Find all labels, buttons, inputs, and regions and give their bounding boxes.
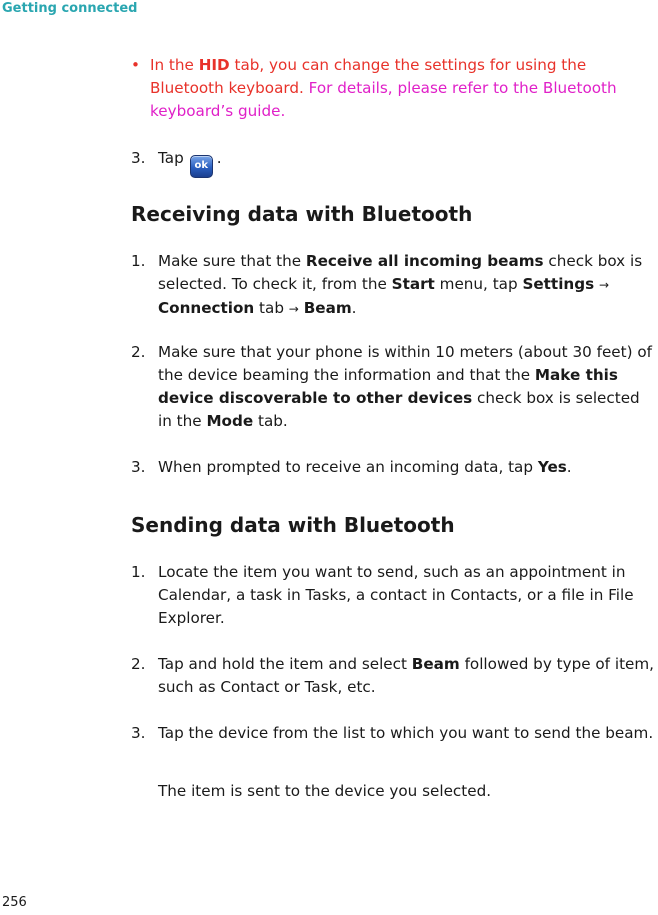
section-header: Getting connected xyxy=(2,1,138,16)
receive-beams-label: Receive all incoming beams xyxy=(305,252,544,270)
arrow-icon: → xyxy=(598,278,610,292)
receiving-step-1 xyxy=(158,250,658,321)
step-text: Make sure that your phone is within 10 meters (about 30 feet) of the device beaming the information and that the xyxy=(158,343,652,384)
sending-heading: Sending data with Bluetooth xyxy=(131,513,455,537)
step-text: tab. xyxy=(253,412,288,430)
settings-label: Settings xyxy=(522,275,595,293)
step-number: 2. xyxy=(131,655,146,673)
step-text: menu, tap xyxy=(434,275,523,293)
receiving-heading: Receiving data with Bluetooth xyxy=(131,202,473,226)
discoverable-label: Make this device discoverable to other devices xyxy=(158,366,618,407)
step-text: . xyxy=(566,458,572,476)
hid-tab-label: HID xyxy=(198,56,230,74)
keyboard-guide-note: For details, please refer to the Bluetooth keyboard’s guide. xyxy=(150,79,617,120)
receiving-step-3 xyxy=(158,456,658,479)
sending-step-1: Locate the item you want to send, such as an appointment in Calendar, a task in Tasks, a contact in Contacts, or a file in File Explorer. xyxy=(158,563,634,627)
step-text: tab xyxy=(254,299,289,317)
step-number: 1. xyxy=(131,252,146,270)
hid-note xyxy=(150,54,658,123)
step-number: 1. xyxy=(131,563,146,581)
step-number: 3. xyxy=(131,149,146,167)
step-number: 2. xyxy=(131,343,146,361)
step-text: check box is selected in the xyxy=(158,389,640,430)
step-text: When prompted to receive an incoming data, tap xyxy=(158,458,538,476)
step-number: 3. xyxy=(131,458,146,476)
result-text: The item is sent to the device you selected. xyxy=(158,782,492,800)
tap-ok-step xyxy=(158,147,658,178)
tap-text: Tap xyxy=(158,149,184,167)
receiving-step-2 xyxy=(158,341,658,433)
yes-label: Yes xyxy=(537,458,567,476)
step-text: followed by type of item, such as Contact or Task, etc. xyxy=(158,655,654,696)
ok-icon: ok xyxy=(190,155,213,178)
mode-label: Mode xyxy=(206,412,254,430)
arrow-icon: → xyxy=(288,302,299,316)
hid-note-pre: In the xyxy=(150,56,199,74)
sending-step-2 xyxy=(158,653,658,699)
step-text: check box is selected. To check it, from the xyxy=(158,252,643,293)
step-text: Make sure that the xyxy=(158,252,306,270)
beam-label: Beam xyxy=(303,299,352,317)
beam-label: Beam xyxy=(411,655,460,673)
connection-label: Connection xyxy=(158,299,255,317)
tap-end: . xyxy=(216,149,222,167)
page-number: 256 xyxy=(2,895,27,910)
step-text: Tap and hold the item and select xyxy=(158,655,412,673)
bullet-mark: • xyxy=(131,56,140,74)
start-menu-label: Start xyxy=(391,275,435,293)
sending-step-3: Tap the device from the list to which you want to send the beam. xyxy=(158,724,654,742)
step-text: . xyxy=(351,299,357,317)
step-number: 3. xyxy=(131,724,146,742)
hid-note-post: tab, you can change the settings for using the Bluetooth keyboard. xyxy=(150,56,587,97)
